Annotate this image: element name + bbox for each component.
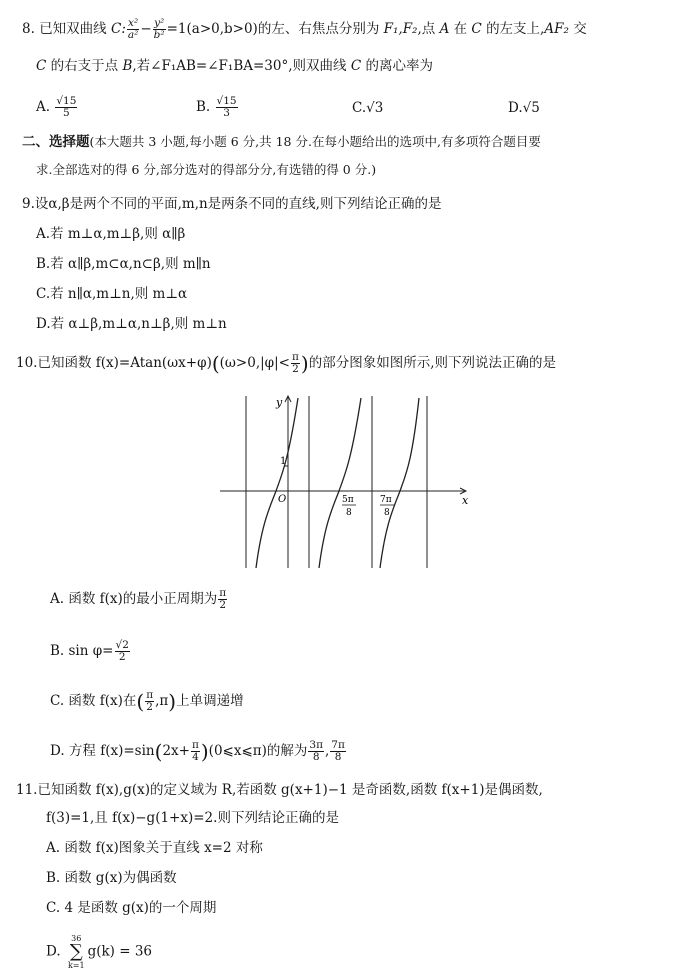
q8-line2-text-c: 的离心率为 — [365, 58, 433, 74]
q9-stem-text: 设α,β是两个不同的平面,m,n是两条不同的直线,则下列结论正确的是 — [34, 196, 442, 212]
q11-stem1: 已知函数 f(x),g(x)的定义域为 R,若函数 g(x+1)−1 是奇函数,函数 f(x+1)是偶函数, — [37, 782, 543, 798]
q8-number: 8. — [22, 21, 35, 37]
q10-option-c: C. 函数 f(x)在( $\frac{\pi}{2}$ ,π)上单调递增 — [50, 689, 244, 714]
q11-number: 11. — [16, 782, 38, 798]
q8-text-a: 已知双曲线 — [39, 21, 107, 37]
q9-option-b: B.若 α∥β,m⊂α,n⊂β,则 m∥n — [36, 256, 211, 272]
q9-number: 9. — [22, 196, 35, 212]
y-axis-label: y — [276, 396, 283, 409]
q8-curve-c2: C — [36, 58, 47, 74]
section2-desc2: 求.全部选对的得 6 分,部分选对的得部分分,有选错的得 0 分.) — [36, 162, 377, 177]
q8-line-af2: AF₂ — [544, 21, 569, 37]
section2-desc1: (本大题共 3 小题,每小题 6 分,共 18 分.在每小题给出的选项中,有多项符合题目要 — [89, 134, 541, 149]
q10-number: 10. — [16, 355, 38, 371]
q11-option-d: D. 36 ∑ k=1g(k) = 36 — [46, 934, 153, 970]
q8-line1: 8. 已知双曲线 C: $\frac{\text{x²}}{\text{a²}}$ − $\frac{\text{y²}}{\text{b²}}$ =1(a>0,b>0)的左、右焦点分别为 F₁,F₂,点 A 在 C 的左支上,AF₂ 交 — [22, 17, 587, 41]
q8-text-d: 的左支上, — [486, 21, 545, 37]
q8-option-c: C.√3 — [352, 100, 384, 116]
q8-curve-c: C — [471, 21, 482, 37]
q8-line2-text: 的右支于点 — [50, 58, 119, 74]
q8-foci: F₁,F₂ — [383, 21, 418, 37]
tick-label-one: 1 — [280, 456, 287, 467]
q8-line2-text-b: ,若∠F₁AB=∠F₁BA=30°,则双曲线 — [132, 58, 347, 74]
summation-symbol: 36 ∑ k=1 — [67, 934, 85, 970]
q8-text-b: ,点 — [417, 21, 436, 37]
tan-branch-1 — [256, 398, 298, 568]
q10-option-a: A. 函数 f(x)的最小正周期为 $\frac{\pi}{2}$ — [50, 587, 227, 611]
q8-point-a: A — [439, 21, 450, 37]
q10-option-d: D. 方程 f(x)=sin(2x+ $\frac{\pi}{4}$ )(0⩽x⩽π)的解为 $\frac{3\pi}{8}$ , $\frac{7\pi}{8}$ — [50, 739, 345, 764]
q8-text-e: 交 — [573, 21, 587, 37]
q8-curve-name: C: — [110, 21, 126, 37]
q10-stem-frac: $\frac{\pi}{2}$ — [291, 351, 299, 375]
q9-option-a: A.若 m⊥α,m⊥β,则 α∥β — [36, 226, 186, 242]
q8-option-d: D.√5 — [508, 100, 540, 116]
x-axis-label: x — [462, 494, 469, 507]
q8-point-b: B — [122, 58, 133, 74]
q8-eq-rhs: =1(a>0,b>0)的左、右焦点分别为 — [166, 21, 380, 37]
q9-option-c: C.若 n∥α,m⊥n,则 m⊥α — [36, 286, 188, 302]
q8-frac-x: $\frac{\text{x²}}{\text{a²}}$ — [127, 17, 139, 41]
q10-tan-graph — [218, 392, 474, 572]
q10-option-b: B. sin φ= $\frac{√2}{2}$ — [50, 639, 129, 663]
q8-option-a: A. $\frac{√15}{5}$ — [36, 95, 77, 119]
section2-header — [22, 132, 541, 152]
q11-option-c: C. 4 是函数 g(x)的一个周期 — [46, 900, 217, 916]
q11-stem-line1 — [16, 780, 543, 800]
q10-stem: 10.已知函数 f(x)=Atan(ωx+φ)((ω>0,|φ|< $\frac{\pi}{2}$ )的部分图象如图所示,则下列说法正确的是 — [16, 351, 556, 376]
q11-option-a: A. 函数 f(x)图象关于直线 x=2 对称 — [46, 840, 263, 856]
q8-text-c: 在 — [453, 21, 468, 37]
q8-frac-y: $\frac{\text{y²}}{\text{b²}}$ — [153, 17, 165, 41]
tick-7pi-num: 7π — [380, 495, 392, 505]
tan-branch-2 — [319, 398, 361, 568]
q10-stem-b: (ω>0,|φ|< — [219, 355, 290, 371]
q9-stem — [22, 194, 441, 214]
q8-line2 — [36, 56, 433, 76]
tick-7pi-den: 8 — [384, 508, 390, 518]
tan-branch-3 — [380, 398, 419, 568]
origin-label: O — [278, 494, 287, 505]
q11-option-b: B. 函数 g(x)为偶函数 — [46, 870, 177, 886]
q10-stem-a: 已知函数 f(x)=Atan(ωx+φ) — [37, 355, 212, 371]
tick-5pi-num: 5π — [342, 495, 354, 505]
q10-stem-d: 的部分图象如图所示,则下列说法正确的是 — [308, 355, 556, 371]
q8-option-b: B. $\frac{√15}{3}$ — [196, 95, 237, 119]
q9-option-d: D.若 α⊥β,m⊥α,n⊥β,则 m⊥n — [36, 316, 227, 332]
section2-title: 二、选择题 — [22, 134, 90, 150]
tick-5pi-den: 8 — [346, 508, 352, 518]
q8-curve-c3: C — [350, 58, 362, 74]
q11-stem-line2: f(3)=1,且 f(x)−g(1+x)=2.则下列结论正确的是 — [46, 810, 339, 826]
